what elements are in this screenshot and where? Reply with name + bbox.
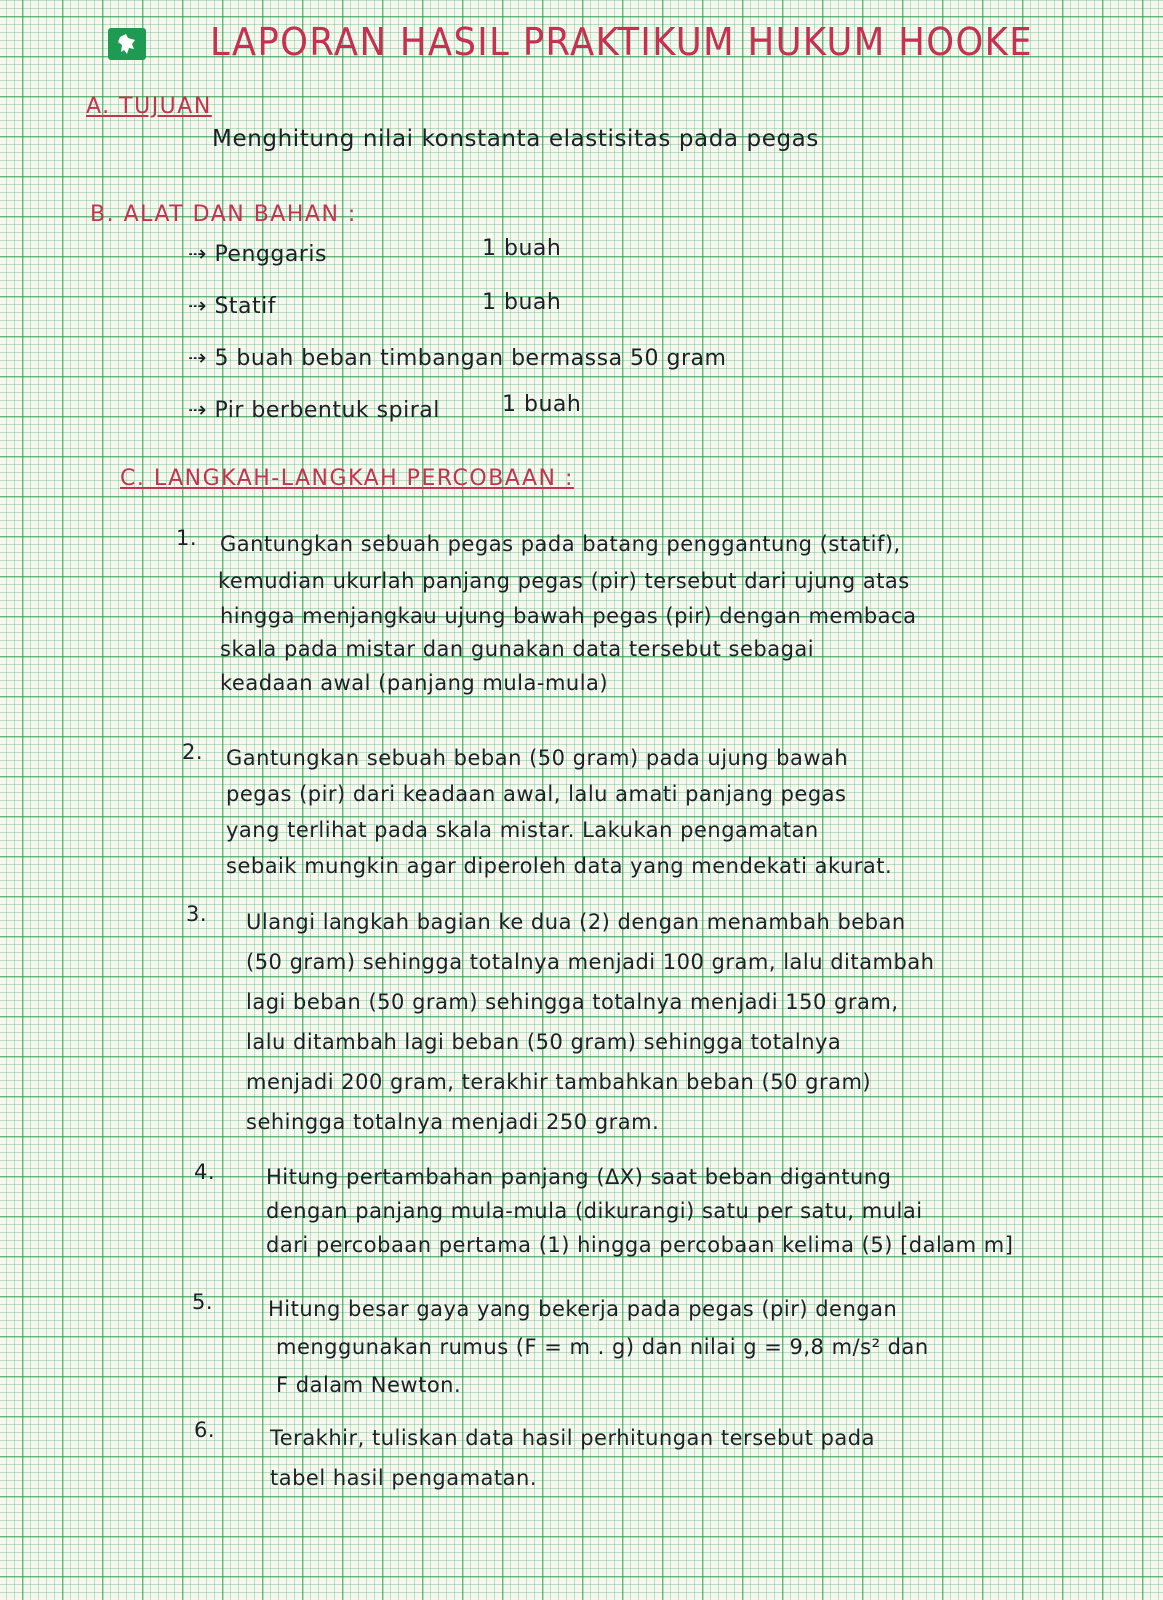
step-line: Gantungkan sebuah beban (50 gram) pada ujung bawah [226, 746, 849, 770]
step-6 [176, 1418, 1076, 1498]
list-item [188, 346, 726, 371]
step-number: 6. [194, 1418, 216, 1442]
item-qty: 1 buah [482, 236, 562, 261]
step-4 [176, 1160, 1076, 1270]
step-line: keadaan awal (panjang mula-mula) [220, 671, 609, 695]
step-3 [176, 902, 1076, 1132]
map-logo-icon [108, 28, 146, 60]
step-line: Hitung besar gaya yang bekerja pada pegas (pir) dengan [268, 1297, 898, 1321]
step-line: menjadi 200 gram, terakhir tambahkan beban (50 gram) [246, 1070, 872, 1094]
item-label: Penggaris [214, 242, 327, 267]
step-line: pegas (pir) dari keadaan awal, lalu amati panjang pegas [226, 782, 847, 806]
step-line: sebaik mungkin agar diperoleh data yang mendekati akurat. [226, 854, 893, 878]
item-label: Pir berbentuk spiral [214, 398, 440, 423]
item-qty: 1 buah [502, 392, 582, 417]
step-line: Terakhir, tuliskan data hasil perhitungan tersebut pada [270, 1426, 875, 1450]
step-line: F dalam Newton. [276, 1373, 462, 1397]
step-number: 3. [186, 902, 208, 926]
step-line: lagi beban (50 gram) sehingga totalnya menjadi 150 gram, [246, 990, 899, 1014]
list-item [188, 294, 276, 319]
step-line: tabel hasil pengamatan. [270, 1466, 537, 1490]
section-a-text: Menghitung nilai konstanta elastisitas pada pegas [212, 126, 819, 152]
section-a-heading: A. TUJUAN [86, 94, 212, 119]
step-line: dari percobaan pertama (1) hingga percobaan kelima (5) [dalam m] [266, 1233, 1014, 1257]
step-number: 4. [194, 1160, 216, 1184]
step-number: 2. [182, 740, 204, 764]
list-item [188, 398, 440, 423]
step-2 [176, 740, 1076, 890]
section-b-heading: B. ALAT DAN BAHAN : [90, 202, 357, 227]
list-item [188, 242, 327, 267]
step-line: Hitung pertambahan panjang (ΔX) saat beban digantung [266, 1165, 892, 1189]
page-title: LAPORAN HASIL PRAKTIKUM HUKUM HOOKE [210, 20, 1033, 64]
item-qty: 1 buah [482, 290, 562, 315]
arrow-bullet-icon: ⇢ [188, 294, 215, 319]
arrow-bullet-icon: ⇢ [188, 242, 215, 267]
item-label: Statif [214, 294, 276, 319]
item-label: 5 buah beban timbangan bermassa 50 gram [214, 346, 727, 371]
step-line: Ulangi langkah bagian ke dua (2) dengan menambah beban [246, 910, 906, 934]
step-5 [176, 1290, 1076, 1400]
step-number: 1. [176, 526, 198, 550]
step-1 [176, 526, 1076, 716]
step-number: 5. [192, 1290, 214, 1314]
section-c-heading: C. LANGKAH-LANGKAH PERCOBAAN : [120, 466, 574, 491]
step-line: hingga menjangkau ujung bawah pegas (pir) dengan membaca [220, 604, 917, 628]
step-line: yang terlihat pada skala mistar. Lakukan pengamatan [226, 818, 819, 842]
step-line: skala pada mistar dan gunakan data tersebut sebagai [220, 637, 815, 661]
step-line: (50 gram) sehingga totalnya menjadi 100 gram, lalu ditambah [246, 950, 935, 974]
arrow-bullet-icon: ⇢ [188, 346, 215, 371]
arrow-bullet-icon: ⇢ [188, 398, 215, 423]
step-line: kemudian ukurlah panjang pegas (pir) tersebut dari ujung atas [218, 569, 910, 593]
step-line: dengan panjang mula-mula (dikurangi) satu per satu, mulai [266, 1199, 923, 1223]
step-line: Gantungkan sebuah pegas pada batang penggantung (statif), [220, 532, 901, 556]
step-line: sehingga totalnya menjadi 250 gram. [246, 1110, 660, 1134]
step-line: lalu ditambah lagi beban (50 gram) sehingga totalnya [246, 1030, 842, 1054]
step-line: menggunakan rumus (F = m . g) dan nilai g = 9,8 m/s² dan [276, 1335, 929, 1359]
